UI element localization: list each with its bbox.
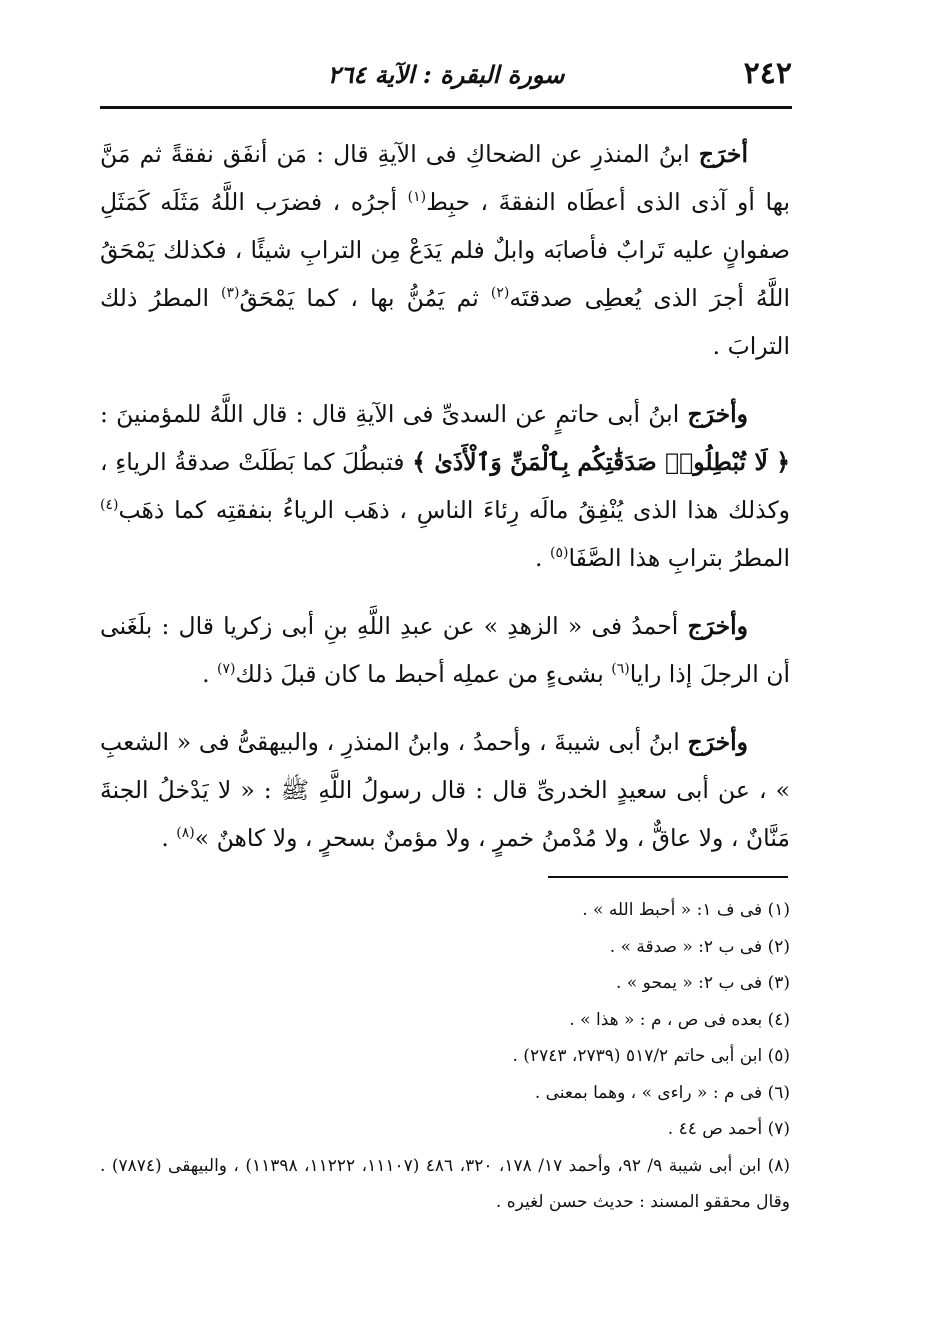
paragraph <box>100 602 790 698</box>
footnote: (٢) فى ب ٢: « صدقة » . <box>609 936 790 957</box>
paragraph-text: . <box>202 660 218 688</box>
footnote-reference: (٧) <box>217 661 236 678</box>
quran-verse: ﴿ لَا تُبْطِلُوا۟ صَدَقَٰتِكُم بِٱلْمَنِّ وَٱلْأَذَىٰ ﴾ <box>412 448 790 476</box>
paragraph <box>100 718 790 862</box>
footnotes <box>100 892 790 1221</box>
footnote-reference: (٢) <box>490 285 510 302</box>
footnote: (٥) ابن أبى حاتم ٥١٧/٢ (٢٧٣٩، ٢٧٤٣) . <box>512 1046 790 1066</box>
footnote: (٦) فى م : « راءى » ، وهما بمعنى . <box>534 1082 790 1103</box>
main-text <box>100 130 790 882</box>
header-rule <box>100 106 792 109</box>
footnote: (١) فى ف ١: « أحبط الله » . <box>582 900 790 920</box>
paragraph-text: ثم يَمُنُّ بها ، كما يَمْحَقُ <box>239 284 491 312</box>
footnote: (٤) بعده فى ص ، م : « هذا » . <box>569 1009 790 1030</box>
paragraph-text: أحمدُ فى « الزهدِ » عن عبدِ اللَّهِ بنِ أبى زكريا قال : بلَغَنى أن الرجلَ إذا رايا <box>100 612 790 688</box>
page-number: ٢٤٢ <box>743 56 792 91</box>
footnote: (٧) أحمد ص ٤٤ . <box>667 1119 790 1139</box>
paragraph-text: ابنُ أبى حاتمٍ عن السدىِّ فى الآيةِ قال : قال اللَّهُ للمؤمنينَ : <box>100 400 688 428</box>
footnote-reference: (٥) <box>549 545 569 562</box>
footnote-reference: (٣) <box>221 285 240 302</box>
page-header <box>100 50 792 106</box>
paragraph-text: فتبطُلَ كما بَطَلَتْ صدقةُ الرياءِ ، وكذلك هذا الذى يُنْفِقُ مالَه رِئاءَ الناسِ ، ذهَب الرياءُ بنفقتِه كما ذهَب <box>100 448 790 524</box>
running-title: سورة البقرة : الآية ٢٦٤ <box>327 60 565 89</box>
footnote-reference: (١) <box>407 189 427 206</box>
paragraph-text: المطرُ بترابِ هذا الصَّفَا <box>568 544 790 572</box>
paragraph-text: ابنُ أبى شيبةَ ، وأحمدُ ، وابنُ المنذرِ ، والبيهقىُّ فى « الشعبِ » ، عن أبى سعيدٍ الخدرىِّ قال : قال رسولُ اللَّهِ ﷺ : « لا يَدْخلُ الجنةَ مَنَّانٌ ، ولا عاقٌّ ، ولا مُدْمنُ خمرٍ ، ولا مؤمنٌ بسحرٍ ، ولا كاهنٌ » <box>100 728 790 852</box>
footnote: (٨) ابن أبى شيبة ٩/ ٩٢، وأحمد ١٧/ ١٧٨، ٣٢٠، ٤٨٦ (١١١٠٧، ١١٢٢٢، ١١٣٩٨) ، والبيهقى (٧٨٧٤) . وقال محققو المسند : حديث حسن لغيره . <box>100 1155 790 1212</box>
paragraph-text: المطرُ ذلك الترابَ . <box>100 284 790 360</box>
footnote-reference: (٦) <box>611 661 630 678</box>
paragraph-text: . <box>535 544 550 572</box>
paragraph-text: بشىءٍ من عملِه أحبط ما كان قبلَ ذلك <box>235 660 612 688</box>
paragraph-text: . <box>161 824 177 852</box>
paragraph-lead-word: وأخرَج <box>687 728 748 756</box>
footnote-reference: (٨) <box>176 825 195 842</box>
footnote-reference: (٤) <box>100 497 119 514</box>
paragraph-lead-word: وأخرَج <box>687 400 748 428</box>
paragraph <box>100 130 790 370</box>
paragraph-lead-word: وأخرَج <box>687 612 748 640</box>
paragraph <box>100 390 790 582</box>
footnote-separator <box>548 876 788 878</box>
footnote: (٣) فى ب ٢: « يمحو » . <box>616 973 790 993</box>
paragraph-text: ابنُ المنذرِ عن الضحاكِ فى الآيةِ قال : مَن أنفَق نفقةً ثم مَنَّ بها أو آذى الذى أعطَاه النفقةَ ، حبِط <box>100 140 790 216</box>
paragraph-lead-word: أخرَج <box>698 140 748 168</box>
paragraph-text: أجرُه ، فضرَب اللَّهُ مَثَلَه كَمَثَلِ صفوانٍ عليه تَرابٌ فأصابَه وابلٌ فلم يَدَعْ مِن الترابِ شيئًا ، فكذلك يَمْحَقُ اللَّهُ أجرَ الذى يُعطِى صدقتَه <box>100 188 790 312</box>
